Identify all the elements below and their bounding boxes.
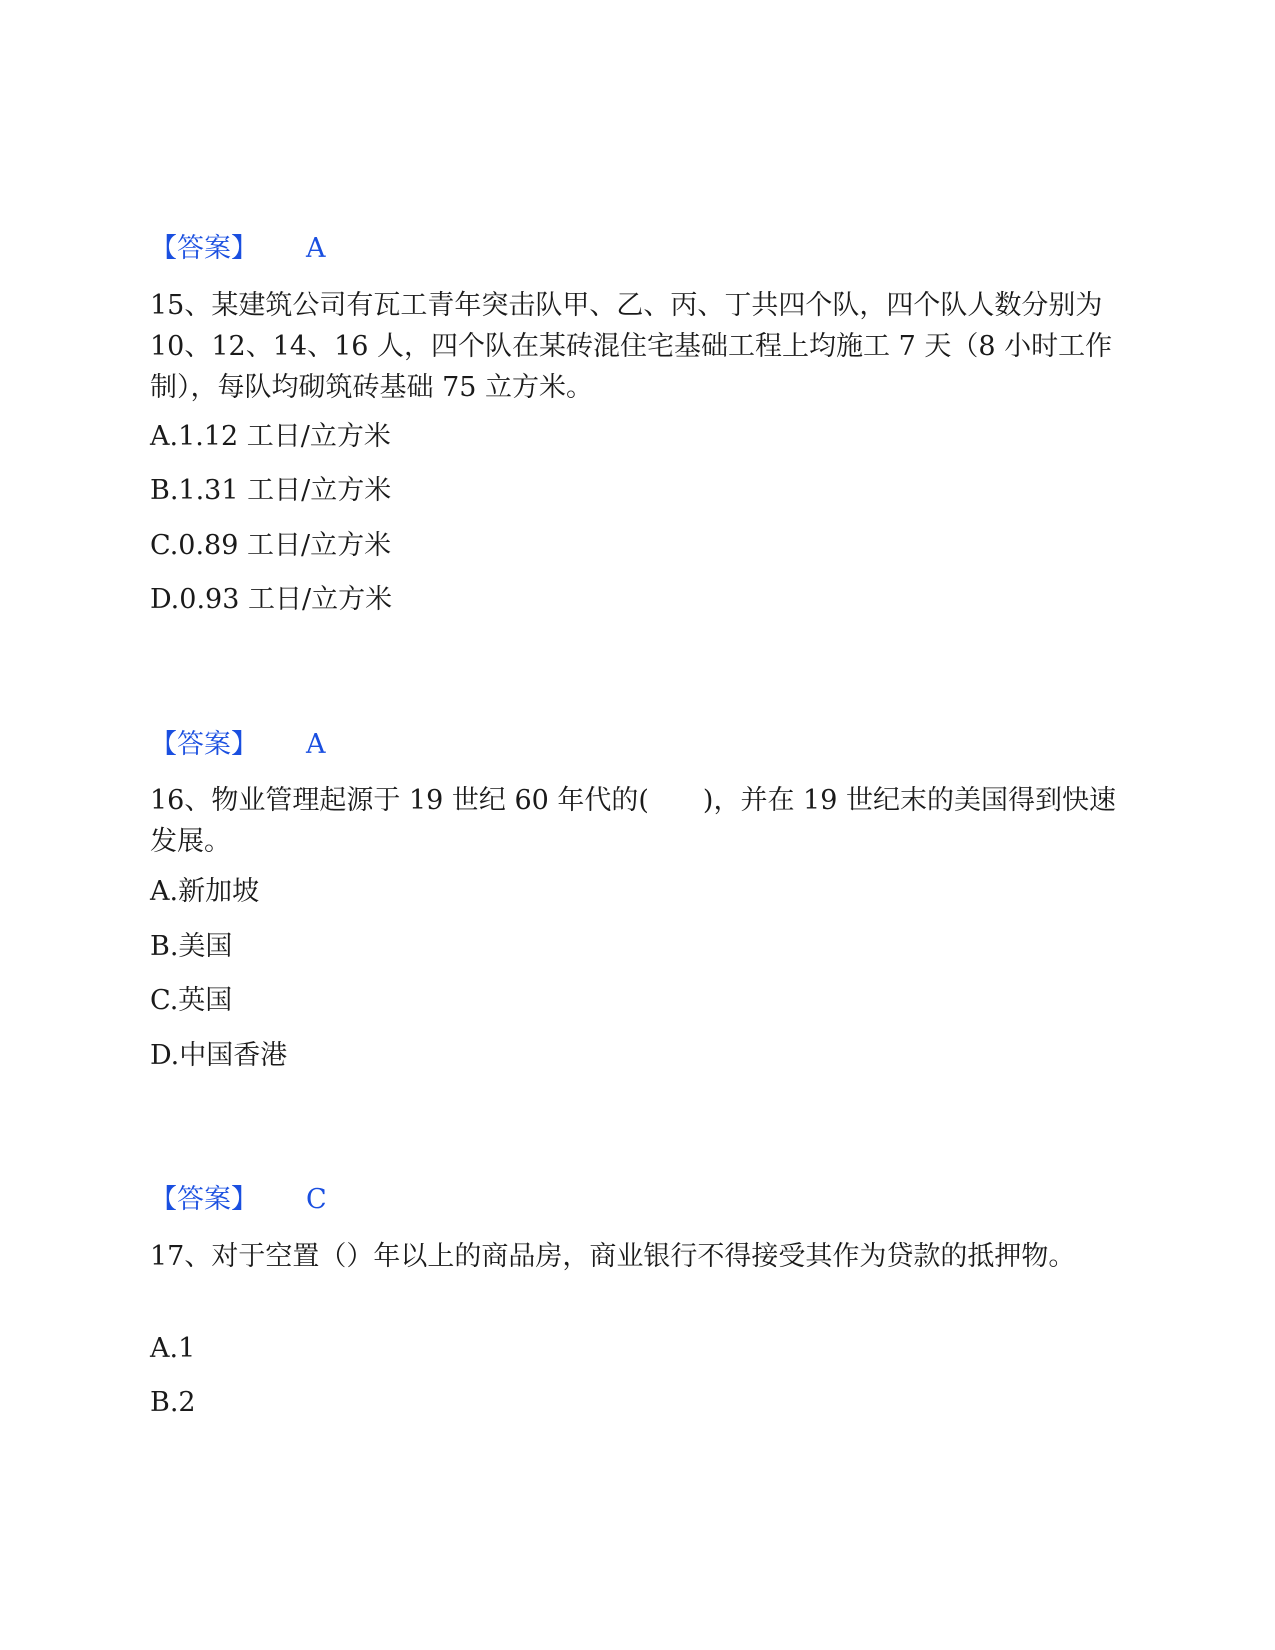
question-15: 15、某建筑公司有瓦工青年突击队甲、乙、丙、丁共四个队，四个队人数分别为 10、12、14、16 人，四个队在某砖混住宅基础工程上均施工 7 天（8 小时工作制），每队均砌筑砖基础 75 立方米。	[150, 290, 1113, 403]
answer-value: C	[306, 1184, 327, 1215]
question-15-option-a: A.1.12 工日/立方米	[150, 421, 391, 452]
answer-line	[150, 1183, 327, 1217]
question-16-option-c: C.英国	[150, 985, 233, 1016]
question-17: 17、对于空置（）年以上的商品房，商业银行不得接受其作为贷款的抵押物。	[150, 1241, 1076, 1272]
question-16-option-d: D.中国香港	[150, 1040, 288, 1071]
answer-label: 【答案】	[150, 233, 258, 264]
question-15-option-d: D.0.93 工日/立方米	[150, 584, 393, 615]
answer-label: 【答案】	[150, 729, 258, 760]
question-16-option-b: B.美国	[150, 931, 233, 962]
answer-line	[150, 232, 326, 266]
answer-value: A	[306, 233, 326, 264]
question-15-option-b: B.1.31 工日/立方米	[150, 475, 392, 506]
answer-label: 【答案】	[150, 1184, 258, 1215]
question-15-option-c: C.0.89 工日/立方米	[150, 530, 392, 561]
answer-value: A	[306, 729, 326, 760]
answer-line	[150, 728, 326, 762]
question-16: 16、物业管理起源于 19 世纪 60 年代的( )，并在 19 世纪末的美国得到快速发展。	[150, 785, 1116, 857]
question-17-option-a: A.1	[150, 1333, 196, 1364]
question-17-option-b: B.2	[150, 1387, 196, 1418]
question-16-option-a: A.新加坡	[150, 876, 260, 907]
